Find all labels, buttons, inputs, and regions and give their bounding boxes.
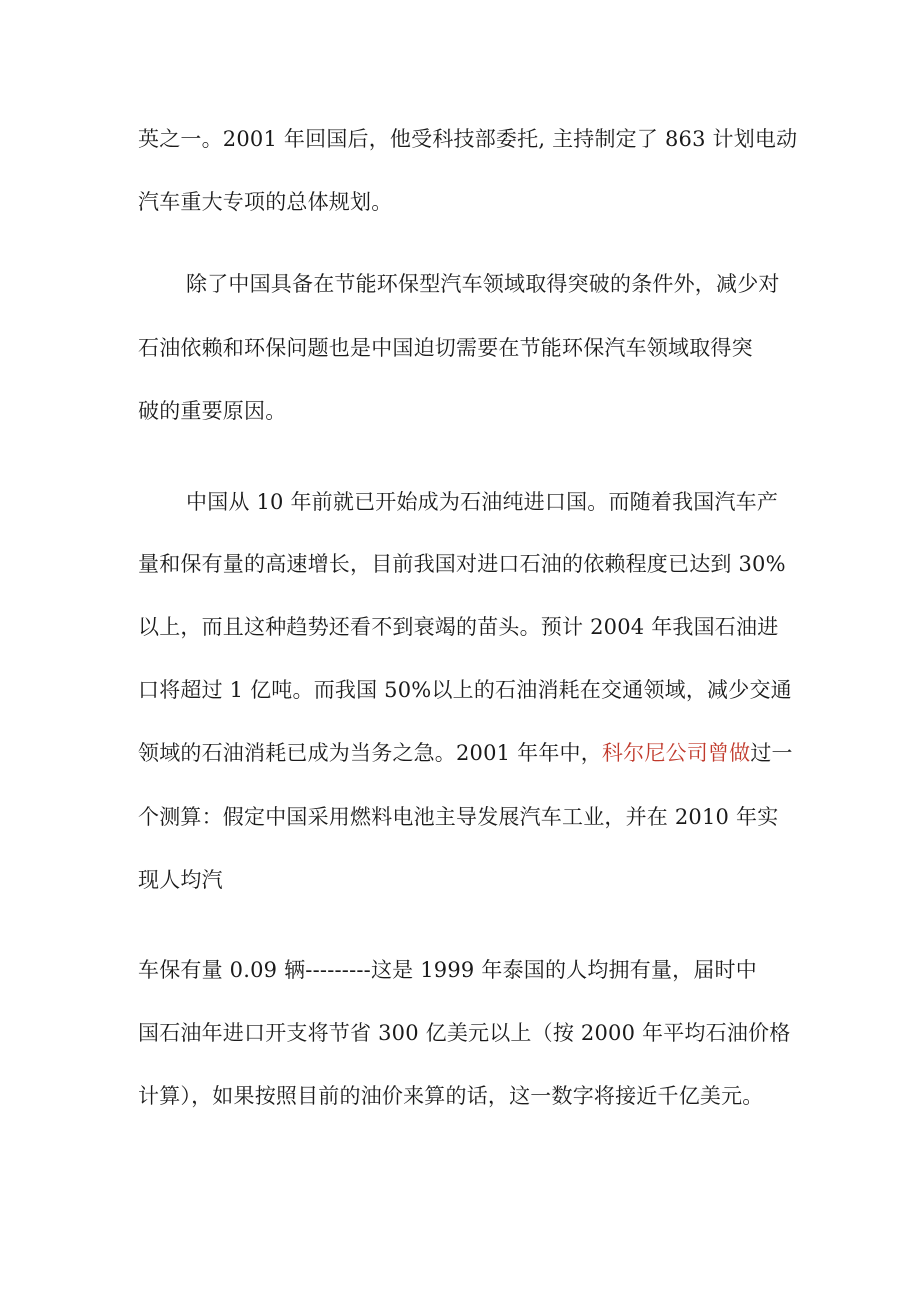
- text-line: 以上，而且这种趋势还看不到衰竭的苗头。预计 2004 年我国石油进: [138, 615, 779, 639]
- text-segment: 领域的石油消耗已成为当务之急。2001 年年中，: [138, 741, 602, 765]
- text-line: 国石油年进口开支将节省 300 亿美元以上（按 2000 年平均石油价格: [138, 1021, 791, 1045]
- text-segment: 过一: [750, 741, 793, 765]
- text-line: 车保有量 0.09 辆---------这是 1999 年泰国的人均拥有量，届时中: [138, 958, 757, 982]
- text-line: 汽车重大专项的总体规划。: [138, 190, 393, 214]
- text-line: [138, 740, 798, 766]
- text-line: 计算），如果按照目前的油价来算的话，这一数字将接近千亿美元。: [138, 1084, 764, 1108]
- text-line: 石油依赖和环保问题也是中国迫切需要在节能环保汽车领域取得突: [138, 336, 753, 360]
- text-line: 口将超过 1 亿吨。而我国 50%以上的石油消耗在交通领域，减少交通: [138, 678, 792, 702]
- text-line: 中国从 10 年前就已开始成为石油纯进口国。而随着我国汽车产: [186, 490, 779, 514]
- highlighted-company-name: 科尔尼公司曾做: [601, 741, 751, 765]
- text-line: 量和保有量的高速增长，目前我国对进口石油的依赖程度已达到 30%: [138, 552, 786, 576]
- text-line: 英之一。2001 年回国后，他受科技部委托, 主持制定了 863 计划电动: [138, 127, 798, 151]
- text-line: 个测算：假定中国采用燃料电池主导发展汽车工业，并在 2010 年实: [138, 805, 779, 829]
- text-line: 现人均汽: [138, 868, 223, 892]
- text-line: 破的重要原因。: [138, 399, 287, 423]
- text-line: 除了中国具备在节能环保型汽车领域取得突破的条件外，减少对: [186, 272, 780, 296]
